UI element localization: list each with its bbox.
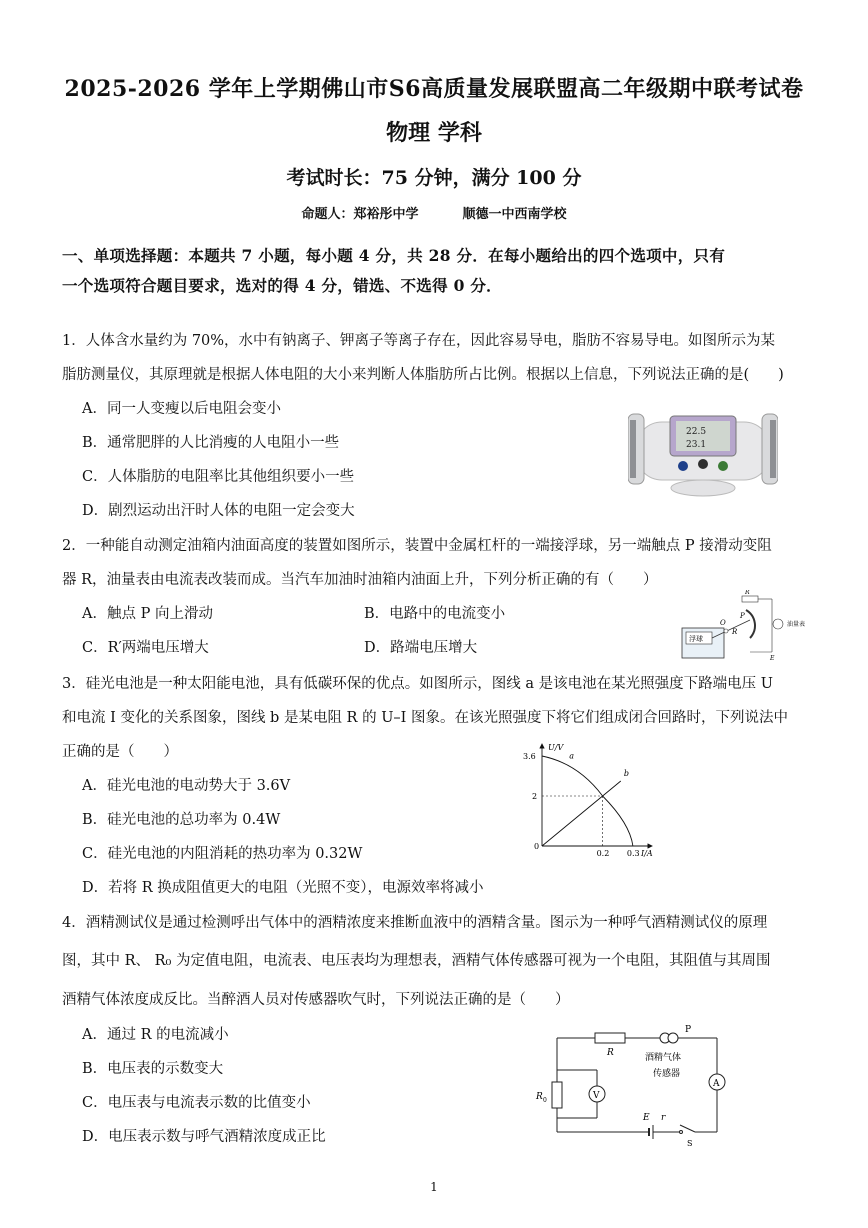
q3-option-c: C．硅光电池的内阻消耗的热功率为 0.32W [82,846,363,862]
q4-line1: 4．酒精测试仪是通过检测呼出气体中的酒精浓度来推断血液中的酒精含量。图示为一种呼气酒精测试仪的原理 [62,915,768,931]
q3-option-a: A．硅光电池的电动势大于 3.6V [82,778,291,794]
q2-option-d: D．路端电压增大 [364,640,478,656]
q1-option-a: A．同一人变瘦以后电阻会变小 [82,401,281,417]
q2-option-c: C．R′两端电压增大 [82,640,209,656]
pivot-o-label: O [720,619,726,627]
exam-title: 2025-2026 学年上学期佛山市S6高质量发展联盟高二年级期中联考试卷 [64,76,804,102]
q1-line2: 脂肪测量仪，其原理就是根据人体电阻的大小来判断人体脂肪所占比例。根据以上信息，下列说法正确的是( ) [62,367,784,383]
fig4-switch-label: S [687,1139,693,1147]
x-axis-label: I/A [641,849,653,858]
fig4-emf-label: E [643,1113,650,1123]
device-readout-2: 23.1 [686,440,707,450]
fig4-r0-label: R [536,1092,543,1102]
fig4-voltmeter-label: V [593,1091,600,1101]
q4-option-d: D．电压表示数与呼气酒精浓度成正比 [82,1129,326,1145]
rheostat-r-label: R [732,628,738,636]
q1-option-c: C．人体脂肪的电阻率比其他组织要小一些 [82,469,355,485]
fig4-p-label: P [685,1025,692,1035]
q3-option-b: B．硅光电池的总功率为 0.4W [82,812,281,828]
q4-option-b: B．电压表的示数变大 [82,1061,224,1077]
exam-duration: 考试时长：75 分钟，满分 100 分 [286,167,582,189]
q3-line2: 和电流 I 变化的关系图象，图线 b 是某电阻 R 的 U–I 图象。在该光照强度下将它们组成闭合回路时，下列说法中 [62,710,788,726]
series-b-label: b [623,769,629,778]
float-label: 浮球 [689,635,703,643]
q3-line1: 3．硅光电池是一种太阳能电池，具有低碳环保的优点。如图所示，图线 a 是该电池在某光照强度下路端电压 U [62,676,773,692]
q3-option-d: D．若将 R 换成阻值更大的电阻（光照不变），电源效率将减小 [82,880,484,896]
fig4-ammeter-label: A [713,1079,720,1089]
q2-option-b: B．电路中的电流变小 [364,606,506,622]
q2-line1: 2．一种能自动测定油箱内油面高度的装置如图所示，装置中金属杠杆的一端接浮球，另一端触点 P 接滑动变阻 [62,538,772,554]
contact-p-label: P [740,612,745,620]
y-axis-label: U/V [548,743,564,752]
subject-title: 物理 学科 [386,120,482,146]
q1-line1: 1．人体含水量约为 70%，水中有钠离子、钾离子等离子存在，因此容易导电，脂肪不容易导电。如图所示为某 [62,333,776,349]
fig4-sensor-label1: 酒精气体 [645,1053,682,1063]
oil-gauge-diagram [680,590,815,662]
x-tick-label: 0.2 [596,849,610,858]
section-heading-line2: 一个选项符合题目要求，选对的得 4 分，错选、不选得 0 分． [62,276,502,295]
fig4-r-label: R [607,1048,614,1058]
fig4-internal-r-label: r [661,1113,666,1123]
alcohol-tester-circuit [535,1022,735,1147]
ui-chart [520,738,660,863]
q2-line2: 器 R，油量表由电流表改装而成。当汽车加油时油箱内油面上升，下列分析正确的有（ ） [62,572,658,588]
series-a-label: a [569,751,575,761]
q4-line3: 酒精气体浓度成反比。当醉酒人员对传感器吹气时，下列说法正确的是（ ） [62,992,570,1008]
x-tick-label: 0.3 [626,849,640,858]
series-b-line [542,781,621,846]
section-heading [62,241,812,301]
fig4-r0-subscript: 0 [543,1097,547,1104]
q1-option-b: B．通常肥胖的人比消瘦的人电阻小一些 [82,435,340,451]
fig4-sensor-label2: 传感器 [653,1069,681,1079]
battery-e-label: E [770,655,775,662]
oil-meter-label: 油量表 [787,621,806,628]
q4-option-c: C．电压表与电流表示数的比值变小 [82,1095,311,1111]
q4-line2: 图，其中 R、 R₀ 为定值电阻，电流表、电压表均为理想表，酒精气体传感器可视为一个电阻，其阻值与其周围 [62,953,771,969]
origin-label: 0 [534,842,540,851]
section-heading-line1: 一、单项选择题：本题共 7 小题，每小题 4 分，共 28 分．在每小题给出的四个选项中，只有 [62,246,726,265]
fat-meter-image [628,404,778,502]
setter-line [0,203,868,222]
q1-option-d: D．剧烈运动出汗时人体的电阻一定会变大 [82,503,355,519]
y-tick-label: 3.6 [523,752,536,761]
page-number: 1 [430,1180,438,1194]
setter-label: 命题人：郑裕彤中学 [301,207,419,222]
setter-school2: 顺德一中西南学校 [462,207,567,222]
series-a-curve [542,756,633,846]
y-tick-label: 2 [532,792,538,801]
q3-line3: 正确的是（ ） [62,744,178,760]
rprime-label: R′ [745,590,751,596]
q4-option-a: A．通过 R 的电流减小 [82,1027,229,1043]
q2-option-a: A．触点 P 向上滑动 [82,606,213,622]
device-readout-1: 22.5 [686,427,707,437]
